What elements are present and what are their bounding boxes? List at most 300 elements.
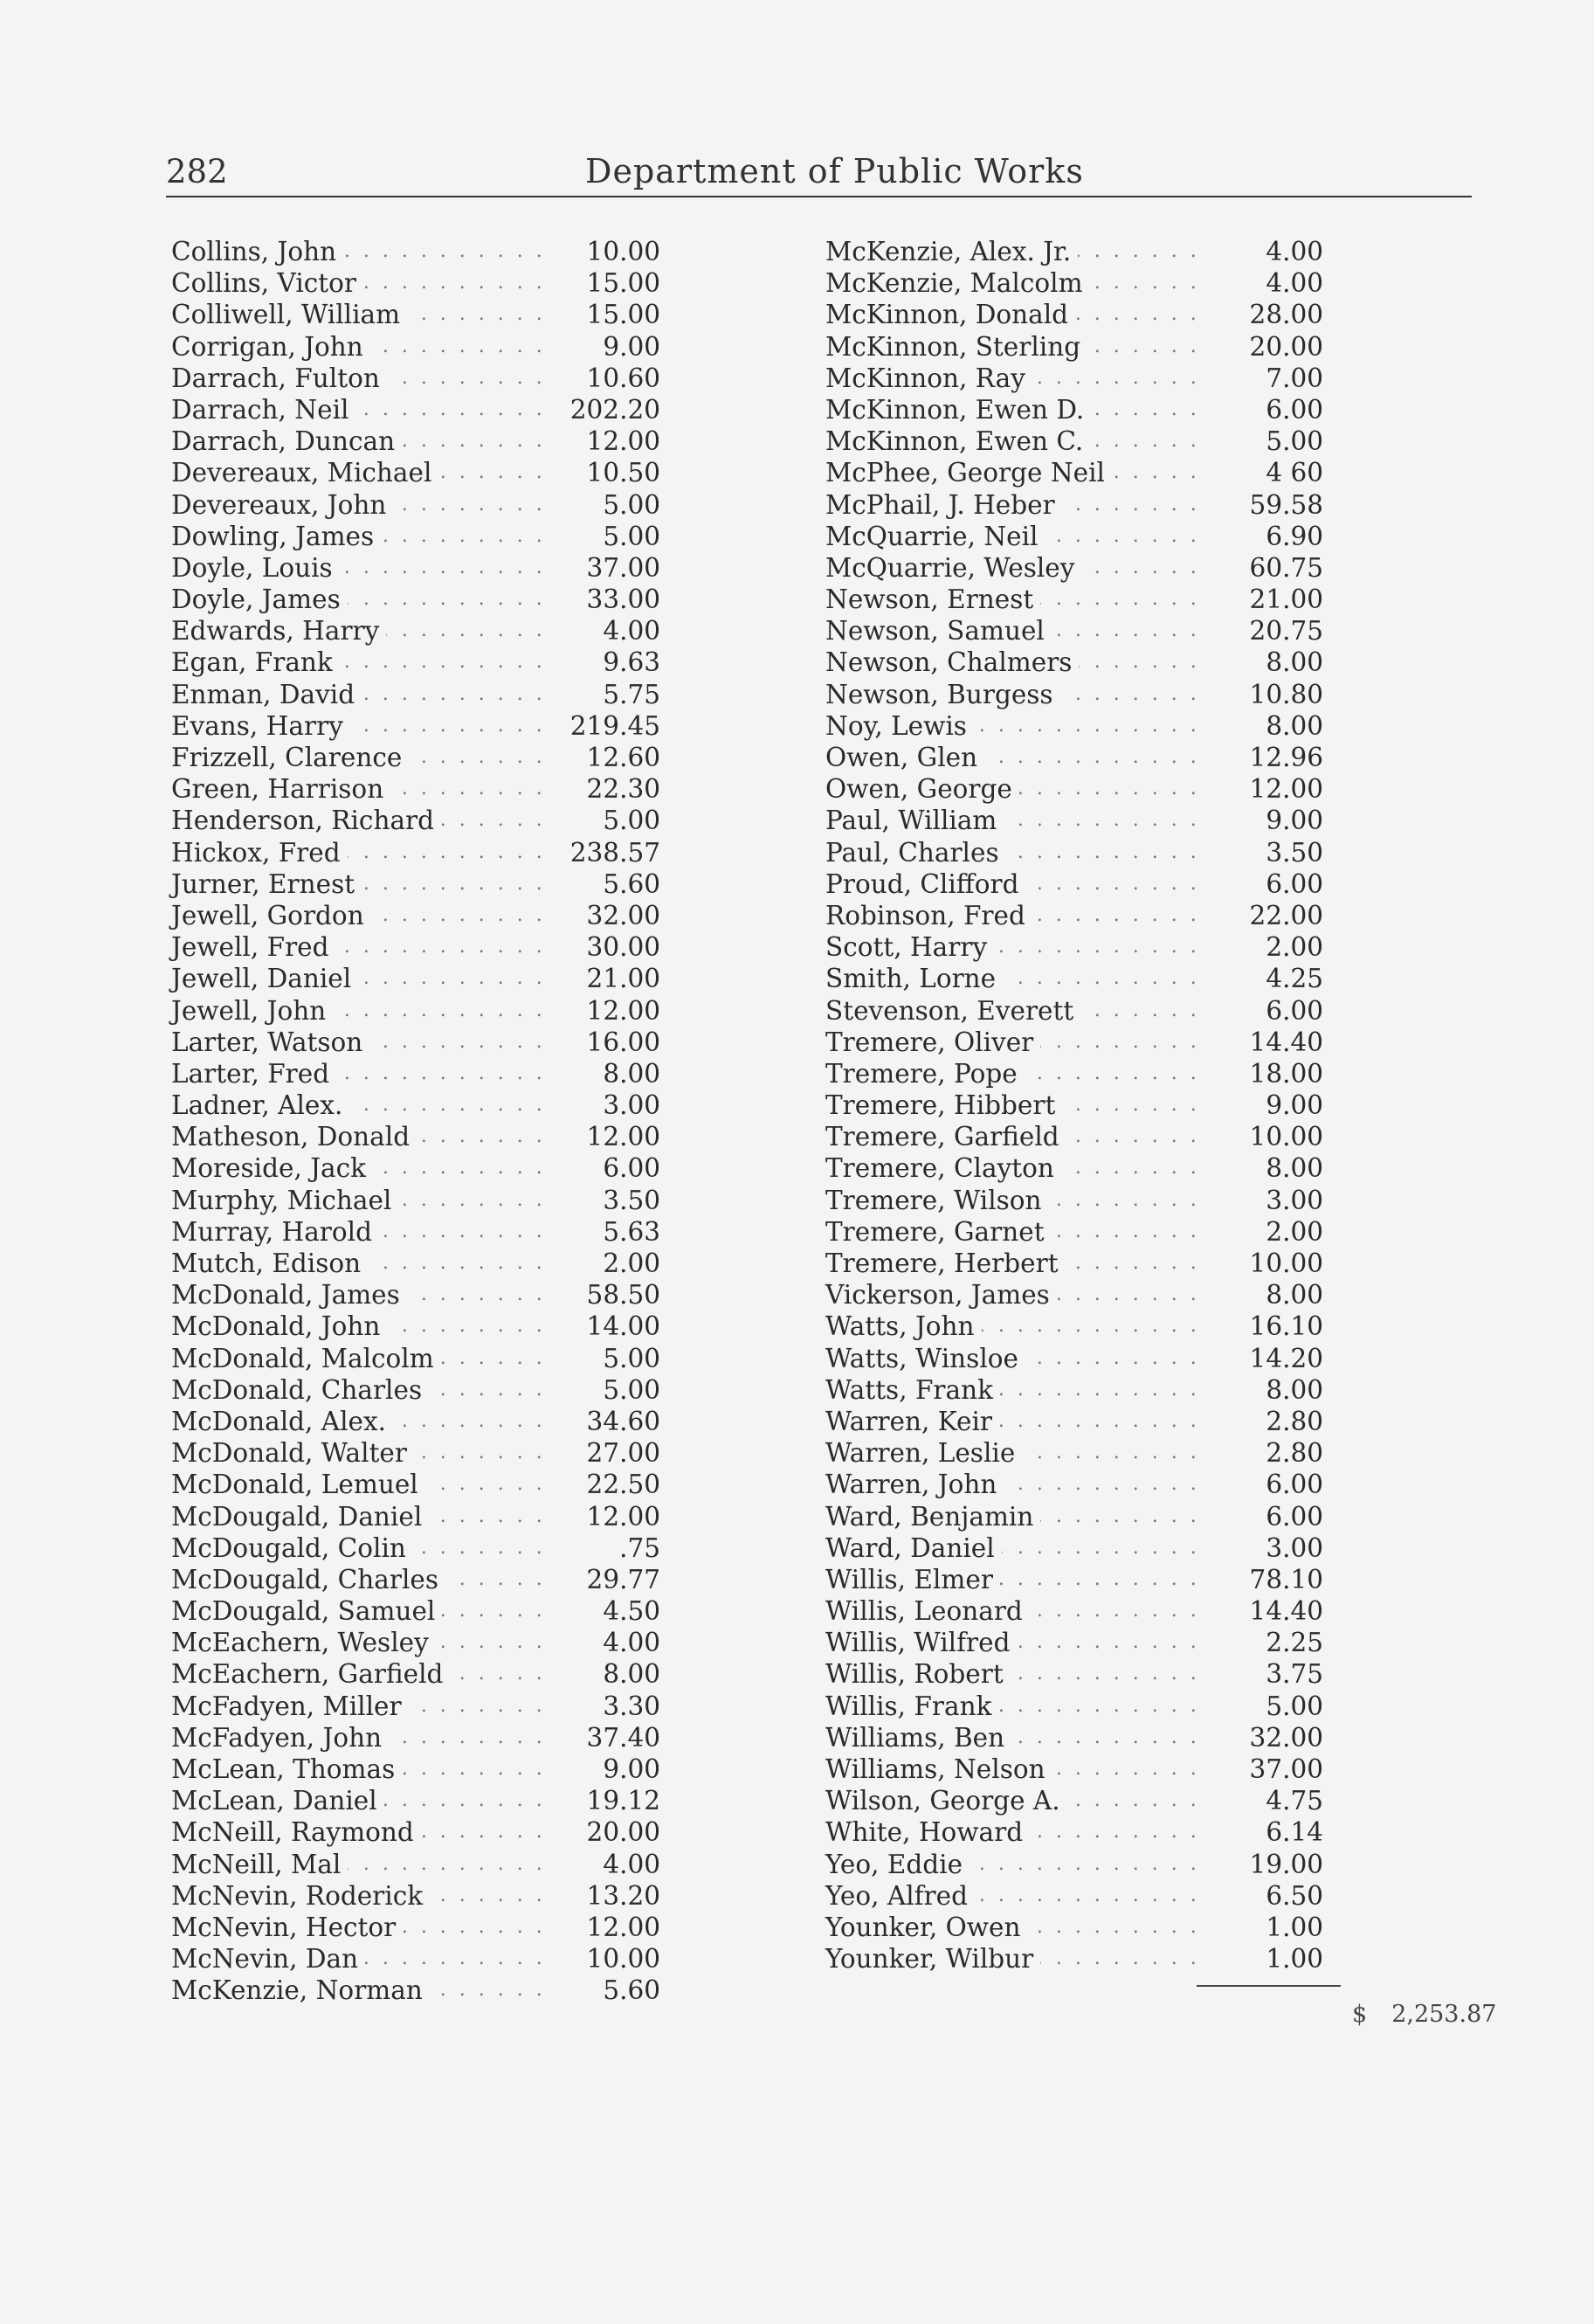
entry-name: McEachern, Garfield — [171, 1658, 450, 1690]
list-item — [825, 805, 1349, 836]
list-item — [825, 1311, 1349, 1342]
list-item — [171, 363, 687, 394]
entry-name: McKinnon, Donald — [825, 299, 1075, 330]
list-item — [171, 584, 687, 615]
left-column-list — [171, 236, 687, 2007]
list-item — [825, 425, 1349, 457]
entry-amount: 29.77 — [547, 1564, 660, 1595]
entry-amount: 12.60 — [547, 742, 660, 773]
entry-name: Tremere, Clayton — [825, 1152, 1061, 1184]
entry-amount: 4.00 — [1210, 236, 1323, 267]
entry-name: Colliwell, William — [171, 299, 407, 330]
entry-name: Tremere, Wilson — [825, 1185, 1049, 1216]
entry-name: Vickerson, James — [825, 1279, 1057, 1311]
entry-name: Scott, Harry — [825, 931, 994, 963]
right-column-list — [825, 236, 1349, 1975]
entry-amount: 5.00 — [547, 1374, 660, 1406]
entry-name: McPhee, George Neil — [825, 457, 1112, 488]
list-item — [171, 1121, 687, 1152]
entry-name: McLean, Thomas — [171, 1753, 402, 1785]
list-item — [825, 1058, 1349, 1089]
entry-amount: 10.60 — [547, 363, 660, 394]
entry-amount: 3.50 — [1210, 837, 1323, 868]
list-item — [825, 1216, 1349, 1248]
entry-name: Ward, Benjamin — [825, 1501, 1040, 1532]
entry-amount: 12.00 — [547, 425, 660, 457]
entry-name: Tremere, Oliver — [825, 1027, 1040, 1058]
list-item — [171, 394, 687, 425]
entry-amount: 3.50 — [547, 1185, 660, 1216]
entry-amount: 8.00 — [1210, 710, 1323, 742]
entry-name: Dowling, James — [171, 521, 381, 552]
entry-amount: 33.00 — [547, 584, 660, 615]
entry-amount: 9.00 — [1210, 805, 1323, 836]
list-item — [171, 710, 687, 742]
entry-name: Owen, George — [825, 773, 1019, 805]
list-item — [171, 331, 687, 363]
entry-name: Tremere, Garnet — [825, 1216, 1052, 1248]
entry-name: McDougald, Colin — [171, 1532, 413, 1564]
list-item — [171, 1912, 687, 1943]
entry-amount: 5.00 — [1210, 425, 1323, 457]
entry-amount: 6.00 — [1210, 1469, 1323, 1500]
list-item — [825, 1849, 1349, 1880]
list-item — [171, 521, 687, 552]
entry-amount: 58.50 — [547, 1279, 660, 1311]
list-item — [171, 1089, 687, 1121]
entry-amount: 10.00 — [1210, 1121, 1323, 1152]
entry-name: Jewell, Fred — [171, 931, 336, 963]
entry-amount: 16.10 — [1210, 1311, 1323, 1342]
entry-name: Warren, Keir — [825, 1406, 999, 1437]
list-item — [825, 1248, 1349, 1279]
entry-amount: 15.00 — [547, 267, 660, 299]
list-item — [825, 1374, 1349, 1406]
entry-name: Edwards, Harry — [171, 615, 386, 647]
list-item — [825, 1185, 1349, 1216]
list-item — [825, 1691, 1349, 1722]
list-item — [171, 1595, 687, 1627]
list-item — [171, 1185, 687, 1216]
list-item — [171, 1564, 687, 1595]
entry-amount: 32.00 — [547, 900, 660, 931]
entry-amount: 3.00 — [1210, 1185, 1323, 1216]
entry-amount: 4.00 — [547, 1849, 660, 1880]
entry-name: Tremere, Pope — [825, 1058, 1025, 1089]
entry-amount: 4.00 — [547, 615, 660, 647]
entry-name: Newson, Chalmers — [825, 647, 1079, 678]
entry-amount: 10.50 — [547, 457, 660, 488]
list-item — [171, 299, 687, 330]
entry-amount: 6.00 — [1210, 868, 1323, 900]
entry-name: Matheson, Donald — [171, 1121, 417, 1152]
entry-name: Ward, Daniel — [825, 1532, 1002, 1564]
list-item — [825, 710, 1349, 742]
entry-name: McDonald, Lemuel — [171, 1469, 425, 1500]
entry-amount: 12.00 — [547, 1501, 660, 1532]
list-item — [825, 1816, 1349, 1848]
list-item — [171, 236, 687, 267]
entry-amount: 5.60 — [547, 1975, 660, 2006]
entry-amount: 16.00 — [547, 1027, 660, 1058]
entry-name: Henderson, Richard — [171, 805, 441, 836]
list-item — [825, 931, 1349, 963]
entry-name: Hickox, Fred — [171, 837, 348, 868]
entry-amount: 202.20 — [547, 394, 660, 425]
list-item — [171, 1880, 687, 1912]
list-item — [171, 679, 687, 710]
entry-amount: 12.00 — [547, 1912, 660, 1943]
list-item — [825, 868, 1349, 900]
entry-name: Egan, Frank — [171, 647, 340, 678]
entry-amount: 15.00 — [547, 299, 660, 330]
entry-amount: 27.00 — [547, 1437, 660, 1469]
entry-name: Larter, Fred — [171, 1058, 336, 1089]
entry-amount: 22.00 — [1210, 900, 1323, 931]
list-item — [825, 1437, 1349, 1469]
list-item — [171, 267, 687, 299]
list-item — [825, 1722, 1349, 1753]
entry-name: Evans, Harry — [171, 710, 350, 742]
entry-name: Proud, Clifford — [825, 868, 1026, 900]
entry-name: Newson, Burgess — [825, 679, 1060, 710]
list-item — [171, 552, 687, 584]
entry-name: McNeill, Mal — [171, 1849, 348, 1880]
entry-name: Jurner, Ernest — [171, 868, 362, 900]
list-item — [825, 457, 1349, 488]
entry-name: McPhail, J. Heber — [825, 489, 1062, 521]
list-item — [171, 1279, 687, 1311]
entry-amount: 4.25 — [1210, 963, 1323, 994]
entry-amount: .75 — [547, 1532, 660, 1564]
entry-amount: 7.00 — [1210, 363, 1323, 394]
list-item — [825, 1785, 1349, 1816]
list-item — [825, 299, 1349, 330]
entry-amount: 4.00 — [547, 1627, 660, 1658]
entry-name: McEachern, Wesley — [171, 1627, 436, 1658]
entry-amount: 12.96 — [1210, 742, 1323, 773]
entry-amount: 8.00 — [1210, 647, 1323, 678]
entry-amount: 19.00 — [1210, 1849, 1323, 1880]
entry-amount: 30.00 — [547, 931, 660, 963]
entry-name: Younker, Wilbur — [825, 1943, 1040, 1975]
list-item — [825, 1564, 1349, 1595]
list-item — [171, 963, 687, 994]
entry-name: Yeo, Eddie — [825, 1849, 970, 1880]
entry-name: McNevin, Roderick — [171, 1880, 430, 1912]
entry-name: Paul, Charles — [825, 837, 1006, 868]
entry-amount: 28.00 — [1210, 299, 1323, 330]
list-item — [825, 1658, 1349, 1690]
entry-amount: 6.00 — [1210, 394, 1323, 425]
list-item — [825, 1027, 1349, 1058]
entry-name: Tremere, Hibbert — [825, 1089, 1062, 1121]
list-item — [171, 647, 687, 678]
entry-name: Larter, Watson — [171, 1027, 369, 1058]
entry-amount: 21.00 — [547, 963, 660, 994]
entry-name: Collins, Victor — [171, 267, 363, 299]
list-item — [171, 1532, 687, 1564]
list-item — [825, 1501, 1349, 1532]
list-item — [171, 1058, 687, 1089]
entry-amount: 10.00 — [547, 236, 660, 267]
entry-name: Younker, Owen — [825, 1912, 1028, 1943]
entry-amount: 3.75 — [1210, 1658, 1323, 1690]
list-item — [171, 1406, 687, 1437]
entry-amount: 8.00 — [547, 1058, 660, 1089]
list-item — [825, 1089, 1349, 1121]
entry-amount: 60.75 — [1210, 552, 1323, 584]
entry-amount: 6.50 — [1210, 1880, 1323, 1912]
entry-amount: 9.00 — [547, 1753, 660, 1785]
list-item — [171, 805, 687, 836]
entry-amount: 10.00 — [547, 1943, 660, 1975]
list-item — [171, 1943, 687, 1975]
entry-name: Collins, John — [171, 236, 343, 267]
page-title: Department of Public Works — [585, 152, 1084, 190]
entry-amount: 2.00 — [547, 1248, 660, 1279]
entry-name: McQuarrie, Neil — [825, 521, 1045, 552]
entry-name: McKenzie, Norman — [171, 1975, 430, 2006]
entry-amount: 14.20 — [1210, 1343, 1323, 1374]
entry-amount: 14.00 — [547, 1311, 660, 1342]
entry-amount: 12.00 — [547, 995, 660, 1027]
entry-amount: 8.00 — [1210, 1152, 1323, 1184]
entry-name: Watts, Winsloe — [825, 1343, 1025, 1374]
entry-amount: 20.75 — [1210, 615, 1323, 647]
entry-amount: 8.00 — [547, 1658, 660, 1690]
entry-name: McDonald, Charles — [171, 1374, 429, 1406]
list-item — [171, 457, 687, 488]
total-line — [1352, 2001, 1496, 2028]
list-item — [171, 1753, 687, 1785]
list-item — [171, 489, 687, 521]
list-item — [825, 1912, 1349, 1943]
entry-amount: 22.50 — [547, 1469, 660, 1500]
entry-name: Noy, Lewis — [825, 710, 974, 742]
list-item — [825, 679, 1349, 710]
entry-amount: 5.00 — [547, 489, 660, 521]
entry-name: McKenzie, Alex. Jr. — [825, 236, 1078, 267]
entry-amount: 20.00 — [547, 1816, 660, 1848]
entry-name: Williams, Nelson — [825, 1753, 1052, 1785]
list-item — [825, 995, 1349, 1027]
entry-amount: 6.90 — [1210, 521, 1323, 552]
entry-amount: 8.00 — [1210, 1374, 1323, 1406]
entry-amount: 5.63 — [547, 1216, 660, 1248]
entry-amount: 5.00 — [547, 1343, 660, 1374]
entry-name: Darrach, Fulton — [171, 363, 387, 394]
entry-name: McDougald, Samuel — [171, 1595, 442, 1627]
entry-name: McKinnon, Ewen C. — [825, 425, 1090, 457]
list-item — [825, 1152, 1349, 1184]
list-item — [171, 1501, 687, 1532]
entry-amount: 18.00 — [1210, 1058, 1323, 1089]
entry-name: Corrigan, John — [171, 331, 370, 363]
entry-name: Mutch, Edison — [171, 1248, 368, 1279]
entry-name: Willis, Frank — [825, 1691, 998, 1722]
list-item — [171, 900, 687, 931]
entry-name: Williams, Ben — [825, 1722, 1011, 1753]
entry-amount: 3.30 — [547, 1691, 660, 1722]
list-item — [171, 1785, 687, 1816]
list-item — [825, 331, 1349, 363]
list-item — [171, 425, 687, 457]
entry-amount: 6.00 — [1210, 995, 1323, 1027]
list-item — [171, 1627, 687, 1658]
entry-amount: 5.75 — [547, 679, 660, 710]
list-item — [171, 1152, 687, 1184]
list-item — [171, 773, 687, 805]
entry-name: Murphy, Michael — [171, 1185, 398, 1216]
entry-name: Newson, Samuel — [825, 615, 1052, 647]
entry-amount: 3.00 — [1210, 1532, 1323, 1564]
entry-amount: 37.00 — [547, 552, 660, 584]
entry-name: Moreside, Jack — [171, 1152, 373, 1184]
list-item — [171, 1248, 687, 1279]
list-item — [825, 521, 1349, 552]
entry-name: Stevenson, Everett — [825, 995, 1080, 1027]
entry-name: Owen, Glen — [825, 742, 984, 773]
entry-amount: 8.00 — [1210, 1279, 1323, 1311]
entry-name: Frizzell, Clarence — [171, 742, 409, 773]
list-item — [171, 1849, 687, 1880]
entry-name: McFadyen, John — [171, 1722, 389, 1753]
list-item — [171, 1691, 687, 1722]
list-item — [825, 1627, 1349, 1658]
entry-name: Jewell, John — [171, 995, 333, 1027]
entry-amount: 2.00 — [1210, 1216, 1323, 1248]
list-item — [825, 236, 1349, 267]
entry-name: McLean, Daniel — [171, 1785, 384, 1816]
entry-name: Watts, John — [825, 1311, 982, 1342]
entry-name: McKinnon, Ray — [825, 363, 1032, 394]
entry-amount: 12.00 — [547, 1121, 660, 1152]
entry-name: Jewell, Gordon — [171, 900, 371, 931]
list-item — [825, 1753, 1349, 1785]
entry-name: McDonald, Walter — [171, 1437, 414, 1469]
entry-amount: 20.00 — [1210, 331, 1323, 363]
entry-name: Darrach, Neil — [171, 394, 355, 425]
entry-amount: 10.00 — [1210, 1248, 1323, 1279]
list-item — [825, 1279, 1349, 1311]
list-item — [171, 1816, 687, 1848]
list-item — [825, 363, 1349, 394]
entry-name: McNeill, Raymond — [171, 1816, 421, 1848]
list-item — [825, 837, 1349, 868]
entry-name: Newson, Ernest — [825, 584, 1040, 615]
list-item — [171, 837, 687, 868]
list-item — [825, 1469, 1349, 1500]
entry-name: McNevin, Hector — [171, 1912, 403, 1943]
entry-amount: 9.63 — [547, 647, 660, 678]
page-number: 282 — [166, 153, 228, 190]
entry-name: McDougald, Daniel — [171, 1501, 429, 1532]
list-item — [825, 584, 1349, 615]
entry-amount: 238.57 — [547, 837, 660, 868]
entry-amount: 219.45 — [547, 710, 660, 742]
entry-name: McDonald, John — [171, 1311, 387, 1342]
list-item — [171, 995, 687, 1027]
list-item — [825, 267, 1349, 299]
entry-name: White, Howard — [825, 1816, 1030, 1848]
entry-name: Warren, Leslie — [825, 1437, 1022, 1469]
list-item — [825, 773, 1349, 805]
list-item — [825, 963, 1349, 994]
entry-amount: 1.00 — [1210, 1943, 1323, 1975]
entry-name: Doyle, Louis — [171, 552, 340, 584]
entry-amount: 5.00 — [547, 805, 660, 836]
entry-name: Watts, Frank — [825, 1374, 1000, 1406]
list-item — [825, 1406, 1349, 1437]
list-item — [171, 1216, 687, 1248]
list-item — [171, 868, 687, 900]
entry-name: McKinnon, Sterling — [825, 331, 1087, 363]
entry-amount: 37.00 — [1210, 1753, 1323, 1785]
entry-amount: 4 60 — [1210, 457, 1323, 488]
entry-amount: 19.12 — [547, 1785, 660, 1816]
entry-amount: 21.00 — [1210, 584, 1323, 615]
entry-name: McDougald, Charles — [171, 1564, 445, 1595]
entry-name: Willis, Robert — [825, 1658, 1011, 1690]
entry-amount: 59.58 — [1210, 489, 1323, 521]
entry-amount: 5.00 — [547, 521, 660, 552]
entry-amount: 2.25 — [1210, 1627, 1323, 1658]
entry-amount: 13.20 — [547, 1880, 660, 1912]
entry-amount: 1.00 — [1210, 1912, 1323, 1943]
entry-name: McFadyen, Miller — [171, 1691, 409, 1722]
entry-amount: 37.40 — [547, 1722, 660, 1753]
entry-name: Devereaux, Michael — [171, 457, 438, 488]
list-item — [825, 615, 1349, 647]
entry-name: McDonald, Malcolm — [171, 1343, 441, 1374]
list-item — [825, 1595, 1349, 1627]
entry-name: Yeo, Alfred — [825, 1880, 975, 1912]
entry-name: Ladner, Alex. — [171, 1089, 349, 1121]
list-item — [825, 742, 1349, 773]
entry-name: Tremere, Garfield — [825, 1121, 1066, 1152]
entry-name: Murray, Harold — [171, 1216, 379, 1248]
total-rule — [1197, 1985, 1341, 1987]
entry-name: Willis, Wilfred — [825, 1627, 1017, 1658]
entry-amount: 3.00 — [547, 1089, 660, 1121]
entry-name: Doyle, James — [171, 584, 348, 615]
entry-name: Willis, Elmer — [825, 1564, 1000, 1595]
entry-name: McKinnon, Ewen D. — [825, 394, 1091, 425]
total-currency: $ — [1352, 2001, 1368, 2028]
entry-amount: 22.30 — [547, 773, 660, 805]
entry-amount: 32.00 — [1210, 1722, 1323, 1753]
entry-amount: 9.00 — [547, 331, 660, 363]
list-item — [171, 1658, 687, 1690]
entry-name: Devereaux, John — [171, 489, 393, 521]
entry-amount: 5.00 — [1210, 1691, 1323, 1722]
entry-name: Enman, David — [171, 679, 362, 710]
list-item — [171, 931, 687, 963]
entry-amount: 2.80 — [1210, 1437, 1323, 1469]
entry-amount: 78.10 — [1210, 1564, 1323, 1595]
page-header — [166, 150, 1472, 197]
list-item — [171, 1469, 687, 1500]
entry-name: Warren, John — [825, 1469, 1004, 1500]
entry-name: McQuarrie, Wesley — [825, 552, 1081, 584]
list-item — [825, 394, 1349, 425]
entry-name: McNevin, Dan — [171, 1943, 365, 1975]
entry-amount: 14.40 — [1210, 1595, 1323, 1627]
list-item — [825, 1532, 1349, 1564]
entry-amount: 10.80 — [1210, 679, 1323, 710]
list-item — [171, 1311, 687, 1342]
